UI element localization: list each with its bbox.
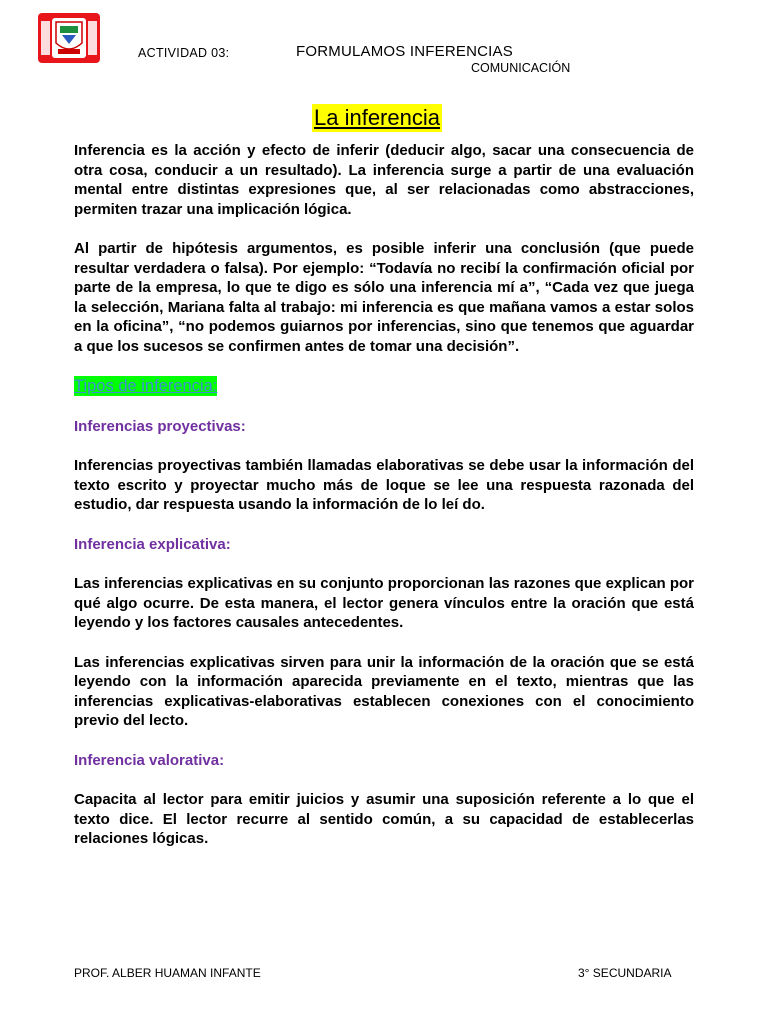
page-title: La inferencia bbox=[314, 105, 440, 130]
subject-label: COMUNICACIÓN bbox=[471, 61, 571, 75]
activity-title: FORMULAMOS INFERENCIAS bbox=[296, 43, 513, 60]
subheading-explanatory: Inferencia explicativa: bbox=[74, 535, 231, 553]
explanatory-paragraph: Las inferencias explicativas en su conjunto proporcionan las razones que explican por qué algo ocurre. De esta manera, el lector genera vínculos entre la oración que está leyendo y los factores causales antecedentes. bbox=[74, 575, 694, 631]
projective-paragraph: Inferencias proyectivas también llamadas elaborativas se debe usar la información del texto escrito y proyectar mucho más de loque se lee una respuesta razonada del estudio, dar respuesta usando la información de lo leí do. bbox=[74, 457, 694, 513]
evaluative-paragraph: Capacita al lector para emitir juicios y asumir una suposición referente a lo que el texto dice. El lector recurre al sentido común, a su capacidad de establecerlas relaciones lógicas. bbox=[74, 791, 694, 847]
footer-teacher: PROF. ALBER HUAMAN INFANTE bbox=[74, 966, 261, 980]
explanatory-paragraph-2: Las inferencias explicativas sirven para unir la información de la oración que se está leyendo con la información aparecida previamente en el texto, mientras que las inferencias explicativas-elaborativas establecen conexiones con el conocimiento previo del lecto. bbox=[74, 653, 694, 729]
school-crest-icon bbox=[38, 13, 100, 63]
footer-grade: 3° SECUNDARIA bbox=[578, 966, 672, 980]
intro-paragraph: Inferencia es la acción y efecto de inferir (deducir algo, sacar una consecuencia de otra cosa, conducir a un resultado). La inferencia surge a partir de una evaluación mental entre distintas expresiones que, al ser relacionadas como abstracciones, permiten trazar una implicación lógica. bbox=[74, 142, 694, 218]
subheading-projective: Inferencias proyectivas: bbox=[74, 417, 246, 435]
document-body bbox=[74, 141, 694, 849]
section-heading: Tipos de inferencia: bbox=[74, 377, 218, 395]
school-logo bbox=[38, 13, 100, 63]
examples-paragraph: Al partir de hipótesis argumentos, es posible inferir una conclusión (que puede resultar verdadera o falsa). Por ejemplo: “Todavía no recibí la confirmación oficial por parte de la empresa, lo que te digo es sólo una inferencia mí a”, “Cada vez que juega la selección, Mariana falta al trabajo: mi inferencia es que mañana vamos a estar solos en la oficina”, “no podemos guiarnos por inferencias, sino que tenemos que aguardar a que los sucesos se confirmen antes de tomar una decisión”. bbox=[74, 240, 694, 355]
activity-label: ACTIVIDAD 03: bbox=[138, 46, 230, 60]
subheading-evaluative: Inferencia valorativa: bbox=[74, 751, 225, 769]
